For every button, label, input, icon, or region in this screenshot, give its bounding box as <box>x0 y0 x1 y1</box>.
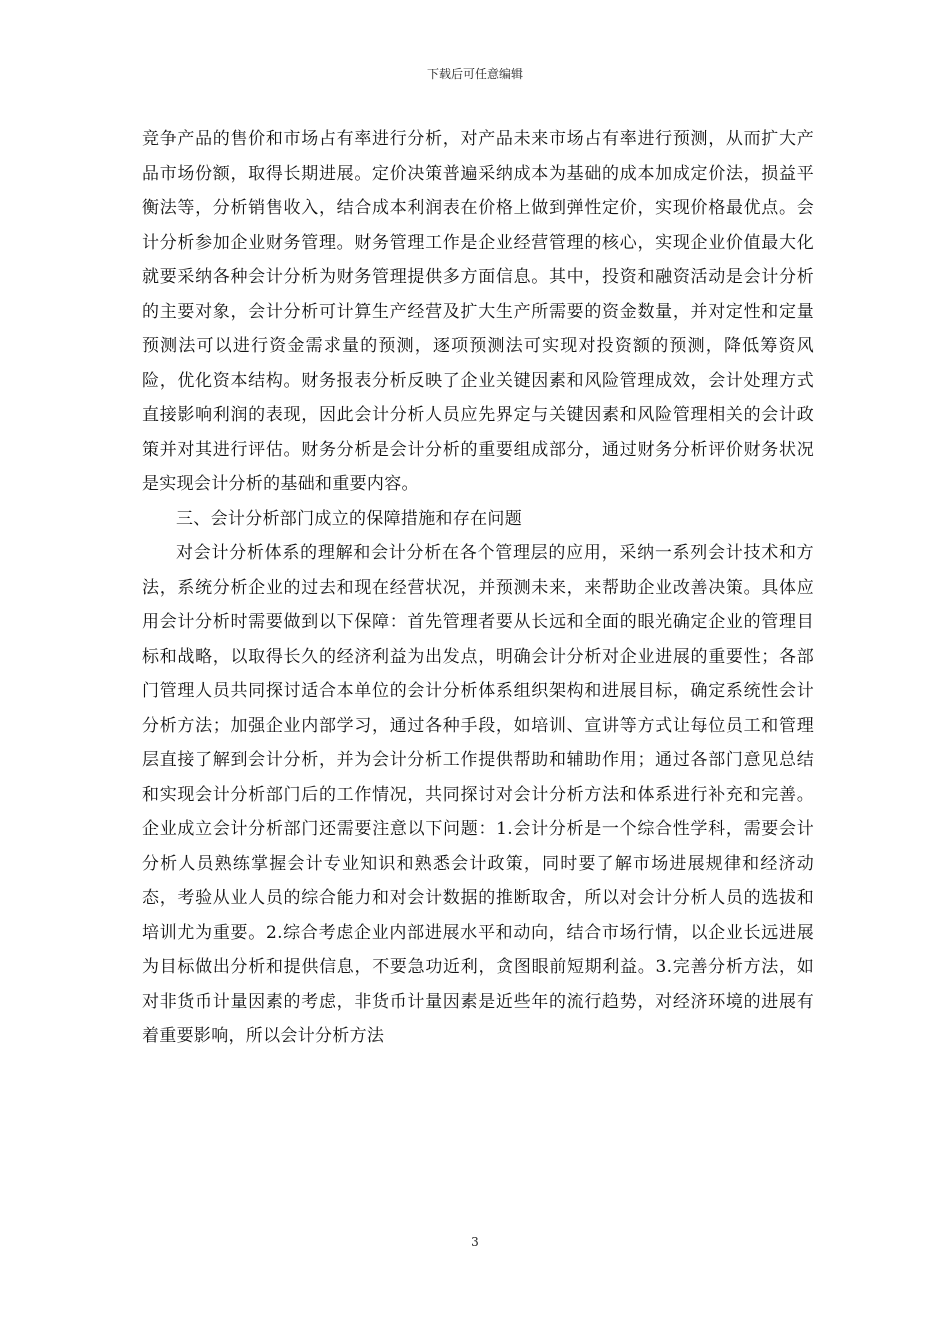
document-body <box>142 122 814 1054</box>
paragraph-continuation: 竞争产品的售价和市场占有率进行分析，对产品未来市场占有率进行预测，从而扩大产品市场份额，取得长期进展。定价决策普遍采纳成本为基础的成本加成定价法，损益平衡法等，分析销售收入，结合成本利润表在价格上做到弹性定价，实现价格最优点。会计分析参加企业财务管理。财务管理工作是企业经营管理的核心，实现企业价值最大化就要采纳各种会计分析为财务管理提供多方面信息。其中，投资和融资活动是会计分析的主要对象，会计分析可计算生产经营及扩大生产所需要的资金数量，并对定性和定量预测法可以进行资金需求量的预测，逐项预测法可实现对投资额的预测，降低筹资风险，优化资本结构。财务报表分析反映了企业关键因素和风险管理成效，会计处理方式直接影响利润的表现，因此会计分析人员应先界定与关键因素和风险管理相关的会计政策并对其进行评估。财务分析是会计分析的重要组成部分，通过财务分析评价财务状况是实现会计分析的基础和重要内容。 <box>142 129 814 494</box>
page-header-note: 下载后可任意编辑 <box>426 67 523 81</box>
section-heading: 三、会计分析部门成立的保障措施和存在问题 <box>176 508 522 529</box>
page-number: 3 <box>471 1235 479 1249</box>
paragraph-section-three: 对会计分析体系的理解和会计分析在各个管理层的应用，采纳一系列会计技术和方法，系统分析企业的过去和现在经营状况，并预测未来，来帮助企业改善决策。具体应用会计分析时需要做到以下保障：首先管理者要从长远和全面的眼光确定企业的管理目标和战略，以取得长久的经济利益为出发点，明确会计分析对企业进展的重要性；各部门管理人员共同探讨适合本单位的会计分析体系组织架构和进展目标，确定系统性会计分析方法；加强企业内部学习，通过各种手段，如培训、宣讲等方式让每位员工和管理层直接了解到会计分析，并为会计分析工作提供帮助和辅助作用；通过各部门意见总结和实现会计分析部门后的工作情况，共同探讨对会计分析方法和体系进行补充和完善。企业成立会计分析部门还需要注意以下问题：1.会计分析是一个综合性学科，需要会计分析人员熟练掌握会计专业知识和熟悉会计政策，同时要了解市场进展规律和经济动态，考验从业人员的综合能力和对会计数据的推断取舍，所以对会计分析人员的选拔和培训尤为重要。2.综合考虑企业内部进展水平和动向，结合市场行情，以企业长远进展为目标做出分析和提供信息，不要急功近利，贪图眼前短期利益。3.完善分析方法，如对非货币计量因素的考虑，非货币计量因素是近些年的流行趋势，对经济环境的进展有着重要影响，所以会计分析方法 <box>142 543 814 1046</box>
